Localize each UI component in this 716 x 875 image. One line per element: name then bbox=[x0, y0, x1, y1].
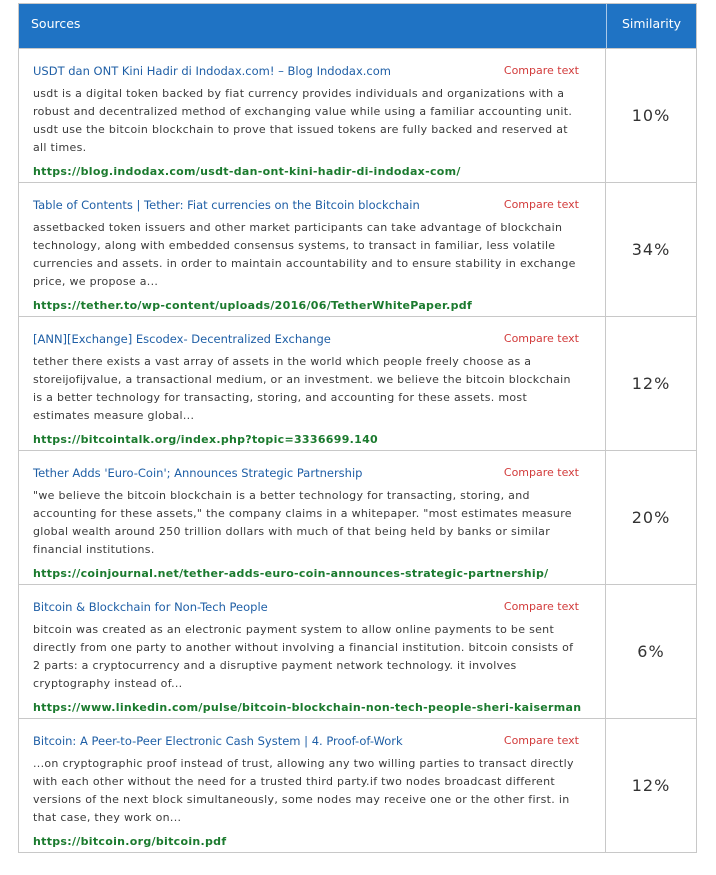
source-row bbox=[19, 584, 696, 718]
source-row bbox=[19, 48, 696, 182]
source-title-link[interactable]: Tether Adds 'Euro-Coin'; Announces Strategic Partnership bbox=[33, 466, 363, 480]
compare-text-link[interactable]: Compare text bbox=[503, 600, 579, 613]
source-url-link[interactable]: https://www.linkedin.com/pulse/bitcoin-blockchain-non-tech-people-sheri-kaiserman bbox=[33, 701, 582, 714]
source-title-link[interactable]: [ANN][Exchange] Escodex- Decentralized Exchange bbox=[33, 332, 331, 346]
source-snippet: assetbacked token issuers and other market participants can take advantage of blockchain technology, along with embedded consensus systems, to transact in familiar, less volatile currencies and assets. in order to maintain accountability and to ensure stability in exchange price, we propose a... bbox=[33, 221, 576, 288]
source-snippet: tether there exists a vast array of assets in the world which people freely choose as a storeĳofĳvalue, a transactional medium, or an investment. we believe the bitcoin blockchain is a better technology for transacting, storing, and accounting for these assets. most estimates measure global... bbox=[33, 355, 571, 422]
similarity-value: 12% bbox=[605, 719, 696, 852]
source-snippet: bitcoin was created as an electronic payment system to allow online payments to be sent directly from one party to another without involving a financial institution. bitcoin consists of 2 parts: a cryptocurrency and a disruptive payment network technology. it involves cryptography instead of... bbox=[33, 623, 574, 690]
source-cell bbox=[19, 451, 605, 584]
source-cell bbox=[19, 49, 605, 182]
source-cell bbox=[19, 585, 605, 718]
source-cell bbox=[19, 719, 605, 852]
report-header bbox=[19, 4, 696, 48]
similarity-column-header: Similarity bbox=[606, 4, 696, 48]
source-url-link[interactable]: https://bitcoin.org/bitcoin.pdf bbox=[33, 835, 227, 848]
source-row bbox=[19, 450, 696, 584]
source-snippet: usdt is a digital token backed by fiat currency provides individuals and organizations with a robust and decentralized method of exchanging value while using a familiar accounting unit. usdt use the bitcoin blockchain to prove that issued tokens are fully backed and reserved at all times. bbox=[33, 87, 573, 154]
source-url-link[interactable]: https://coinjournal.net/tether-adds-euro-coin-announces-strategic-partnership/ bbox=[33, 567, 549, 580]
source-title-link[interactable]: Bitcoin & Blockchain for Non-Tech People bbox=[33, 600, 268, 614]
source-title-link[interactable]: Bitcoin: A Peer-to-Peer Electronic Cash System | 4. Proof-of-Work bbox=[33, 734, 403, 748]
similarity-value: 10% bbox=[605, 49, 696, 182]
source-row bbox=[19, 316, 696, 450]
source-snippet: ...on cryptographic proof instead of trust, allowing any two willing parties to transact directly with each other without the need for a trusted third party.if two nodes broadcast different versions of the next block simultaneously, some nodes may receive one or the other first. in that case, they work on... bbox=[33, 757, 574, 824]
source-url-link[interactable]: https://tether.to/wp-content/uploads/2016/06/TetherWhitePaper.pdf bbox=[33, 299, 473, 312]
source-row bbox=[19, 182, 696, 316]
source-url-link[interactable]: https://blog.indodax.com/usdt-dan-ont-kini-hadir-di-indodax-com/ bbox=[33, 165, 461, 178]
source-title-link[interactable]: USDT dan ONT Kini Hadir di Indodax.com! – Blog Indodax.com bbox=[33, 64, 391, 78]
compare-text-link[interactable]: Compare text bbox=[503, 734, 579, 747]
source-snippet: "we believe the bitcoin blockchain is a better technology for transacting, storing, and accounting for these assets," the company claims in a whitepaper. "most estimates measure global wealth around 250 trillion dollars with much of that being held by banks or similar financial institutions. bbox=[33, 489, 572, 556]
compare-text-link[interactable]: Compare text bbox=[503, 64, 579, 77]
similarity-value: 6% bbox=[605, 585, 696, 718]
source-title-link[interactable]: Table of Contents | Tether: Fiat currencies on the Bitcoin blockchain bbox=[33, 198, 420, 212]
similarity-value: 12% bbox=[605, 317, 696, 450]
source-cell bbox=[19, 183, 605, 316]
source-cell bbox=[19, 317, 605, 450]
compare-text-link[interactable]: Compare text bbox=[503, 466, 579, 479]
source-url-link[interactable]: https://bitcointalk.org/index.php?topic=3336699.140 bbox=[33, 433, 378, 446]
compare-text-link[interactable]: Compare text bbox=[503, 332, 579, 345]
similarity-value: 34% bbox=[605, 183, 696, 316]
compare-text-link[interactable]: Compare text bbox=[503, 198, 579, 211]
sources-report bbox=[18, 3, 697, 853]
sources-column-header: Sources bbox=[31, 16, 81, 31]
similarity-value: 20% bbox=[605, 451, 696, 584]
source-row bbox=[19, 718, 696, 852]
